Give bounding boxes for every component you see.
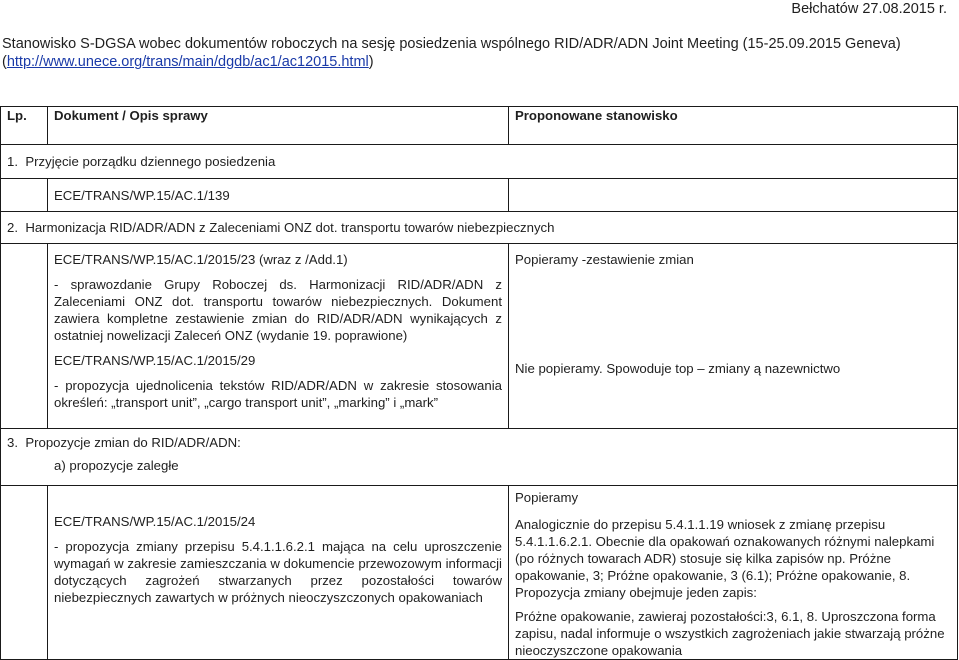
- link-open-paren: (: [2, 54, 7, 70]
- section-title: Przyjęcie porządku dziennego posiedzenia: [25, 154, 276, 169]
- place-date: Bełchatów 27.08.2015 r.: [791, 1, 947, 17]
- section-3-title-row: [1, 429, 958, 486]
- link-close-paren: ): [368, 54, 374, 70]
- section-2-title-cell: [1, 212, 958, 244]
- position-text: Popieramy: [515, 490, 579, 505]
- source-link[interactable]: http://www.unece.org/trans/main/dgdb/ac1/ac12015.html: [6, 54, 369, 70]
- section-number: 3.: [7, 435, 18, 450]
- position-text: Nie popieramy. Spowoduje top – zmiany ą nazewnictwo: [515, 361, 841, 376]
- empty-cell: [1, 244, 48, 429]
- document-description: - propozycja zmiany przepisu 5.4.1.1.6.2.1 mająca na celu uproszczenie wymagań w zakresie zamieszczania w dokumencie przewozowym informacji dotyczących zagrożeń stwarzanych przez pozostałości towarów niebezpiecznych zawartych w próżnych nieoczyszczonych opakowaniach: [54, 539, 502, 605]
- position-text: Analogicznie do przepisu 5.4.1.1.19 wniosek z zmianę przepisu 5.4.1.1.6.2.1. Obecnie dla opakowań oznakowanych różnymi nalepkami (po różnych towarach ADR) stosuje się kilka zapisów np. Próżne opakowanie, 3; Próżne opakowanie, 3 (6.1); Próżne opakowanie, 8. Propozycja zmiany obejmuje jeden zapis:: [515, 517, 935, 600]
- section-title: Harmonizacja RID/ADR/ADN z Zaleceniami ONZ dot. transportu towarów niebezpiecznych: [25, 220, 555, 235]
- document-description: - propozycja ujednolicenia tekstów RID/ADR/ADN w zakresie stosowania określeń: „transport unit”, „cargo transport unit”, „marking” i „mark”: [54, 378, 502, 410]
- document-reference: ECE/TRANS/WP.15/AC.1/2015/24: [54, 514, 256, 529]
- section-2-documents-cell: [48, 244, 509, 429]
- section-1-title-cell: [1, 145, 958, 179]
- empty-cell: [1, 486, 48, 660]
- section-subtitle: a) propozycje zaległe: [54, 458, 179, 473]
- header-position: Proponowane stanowisko: [509, 107, 958, 145]
- document-reference: ECE/TRANS/WP.15/AC.1/2015/29: [54, 353, 256, 368]
- section-3-document-cell: [48, 486, 509, 660]
- section-2-position-cell: [509, 244, 958, 429]
- section-1-doc-row: [1, 179, 958, 212]
- section-2-title-row: [1, 212, 958, 244]
- table-header-row: [1, 107, 958, 145]
- section-3-doc-row: [1, 486, 958, 660]
- header-lp: Lp.: [1, 107, 48, 145]
- header-document: Dokument / Opis sprawy: [48, 107, 509, 145]
- section-title: Propozycje zmian do RID/ADR/ADN:: [25, 435, 241, 450]
- section-number: 2.: [7, 220, 18, 235]
- position-text: Próżne opakowanie, zawieraj pozostałości:3, 6.1, 8. Uproszczona forma zapisu, nadal informuje o wszystkich zagrożeniach jakie stwarzają próżne nieoczyszczone opakowania: [515, 609, 945, 658]
- document-reference: ECE/TRANS/WP.15/AC.1/2015/23 (wraz z /Add.1): [54, 252, 348, 267]
- empty-cell: [1, 179, 48, 212]
- section-number: 1.: [7, 154, 18, 169]
- section-3-position-cell: [509, 486, 958, 660]
- document-reference: ECE/TRANS/WP.15/AC.1/139: [48, 179, 509, 212]
- position-cell: [509, 179, 958, 212]
- position-table: [0, 106, 958, 660]
- document-description: - sprawozdanie Grupy Roboczej ds. Harmonizacji RID/ADR/ADN z Zaleceniami ONZ dot. transportu towarów niebezpiecznych. Dokument zawiera kompletne zestawienie zmian do RID/ADR/ADN wynikających z ostatniej nowelizacji Zaleceń ONZ (wydanie 19. poprawione): [54, 277, 502, 343]
- section-3-title-cell: [1, 429, 958, 486]
- source-link-line: [2, 53, 374, 71]
- section-2-docs-row: [1, 244, 958, 429]
- document-title: Stanowisko S-DGSA wobec dokumentów roboczych na sesję posiedzenia wspólnego RID/ADR/ADN Joint Meeting (15-25.09.2015 Geneva): [2, 36, 901, 52]
- position-text: Popieramy -zestawienie zmian: [515, 252, 694, 267]
- section-1-title-row: [1, 145, 958, 179]
